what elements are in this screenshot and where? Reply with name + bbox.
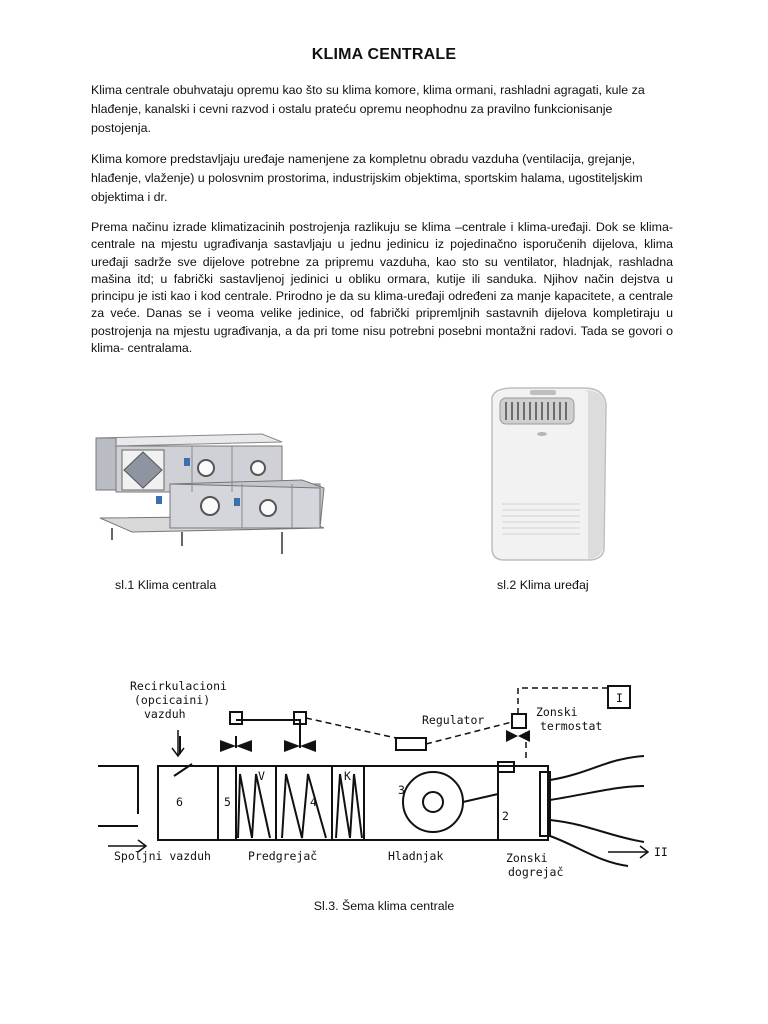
schema-number-ii: II xyxy=(654,845,668,859)
schema-number-3: 3 xyxy=(398,783,405,797)
paragraph-klima-centrale-vs-uredjaji: Prema načinu izrade klimatizacinih postrojenja razlikuju se klima –centrale i klima-uređaji. Dok se klima- centrale na mjestu ugrađivanja sastavljaju u jednu jedinicu iz pojedinačno isporučenih dijelova, klima uređaji sadrže sve dijelove potrebne za pripremu vazduha, kao sto su ventilator, hladnjak, rashladna mašina itd; u fabrički sastavljenoj jedinici u obliku ormara, kutije ili sanduka. Njihov način dejstva u principu je isti kao i kod centrale. Prirodno je da su klima-uređaji određeni za manje kapacitete, a centrale za veće. Danas se i veoma velike jedinice, od fabrički pripremljnih sastavnih dijelova kompletiraju u postrojenja na mjestu ugrađivanja, a da pri tome nisu potrebni posebni montažni radovi. Tada se govori o klima- centralama. xyxy=(91,220,673,356)
schema-number-4: 4 xyxy=(310,795,317,809)
figure-1-caption: sl.1 Klima centrala xyxy=(115,578,217,592)
schema-label-spoljni-vazduh: Spoljni vazduh xyxy=(114,849,211,863)
schema-label-opcioni: (opcicaini) xyxy=(134,693,211,707)
figure-2-caption: sl.2 Klima uređaj xyxy=(497,578,589,592)
klima-uredjaj-image xyxy=(484,384,610,564)
klima-centrala-image xyxy=(92,428,328,558)
schema-label-regulator: Regulator xyxy=(422,713,485,727)
schema-number-6: 6 xyxy=(176,795,183,809)
schema-label-recirkulacioni: Recirkulacioni xyxy=(130,679,227,693)
klima-centrala-schema xyxy=(88,676,700,886)
paragraph-klima-komore: Klima komore predstavljaju uređaje namenjene za kompletnu obradu vazduha (ventilacija, grejanje, hlađenje, vlaženje) u polosvnim prostorima, industrijskim objektima, sportskim halama, ugostiteljskim objektima i dr. xyxy=(91,152,643,204)
schema-label-zonski-dogrejac-1: Zonski xyxy=(506,851,548,865)
schema-number-i: I xyxy=(616,691,623,705)
page-title: KLIMA CENTRALE xyxy=(311,46,457,63)
schema-label-vazduh: vazduh xyxy=(144,707,186,721)
schema-label-zonski-dogrejac-2: dogrejač xyxy=(508,865,564,879)
figure-3-caption: Sl.3. Šema klima centrale xyxy=(313,899,455,913)
schema-number-2: 2 xyxy=(502,809,509,823)
schema-number-5: 5 xyxy=(224,795,231,809)
schema-label-zonski-termostat-1: Zonski xyxy=(536,705,578,719)
schema-label-zonski-termostat-2: termostat xyxy=(540,719,603,733)
paragraph-intro: Klima centrale obuhvataju opremu kao što su klima komore, klima ormani, rashladni agragati, kule za hlađenje, kanalski i cevni razvod i ostalu prateću opremu neophodnu za pravilno funkcionisanje postojenja. xyxy=(91,83,645,135)
schema-letter-k: K xyxy=(344,769,351,783)
schema-letter-v: V xyxy=(258,769,265,783)
schema-label-predgrejac: Predgrejač xyxy=(248,849,318,863)
schema-label-hladnjak: Hladnjak xyxy=(388,849,444,863)
